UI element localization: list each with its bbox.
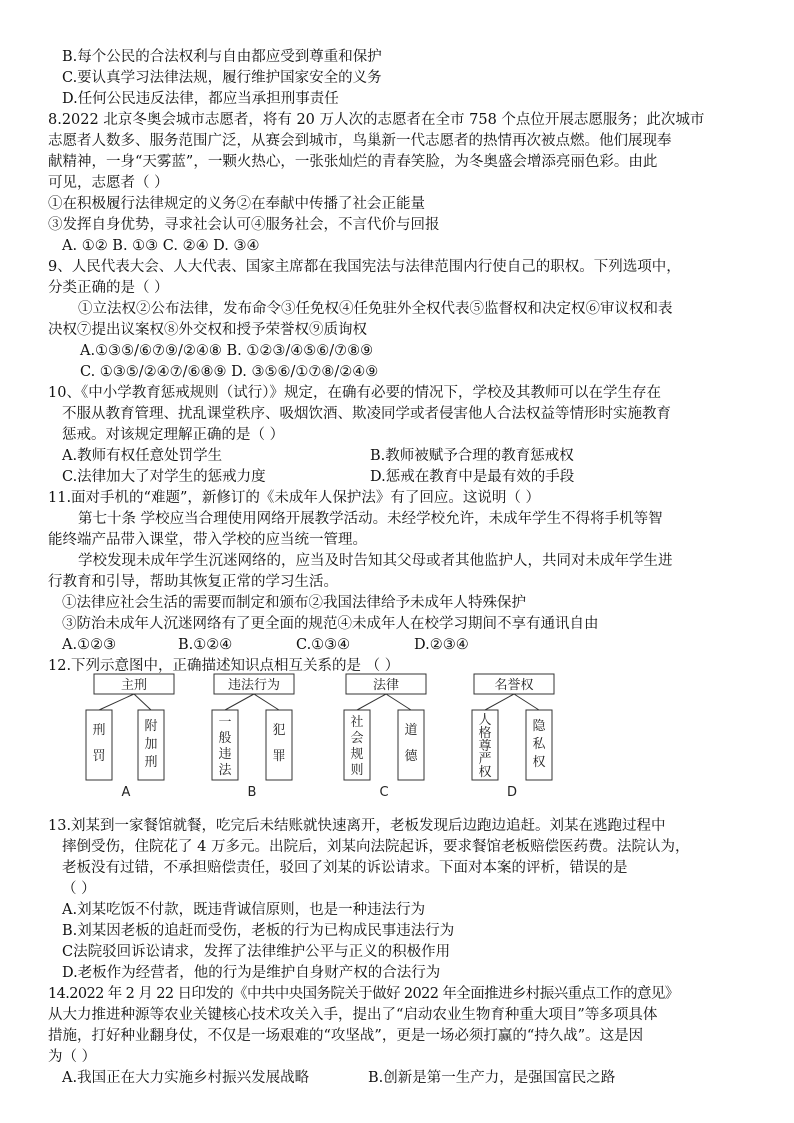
q11-law-text: 行教育和引导，帮助其恢复正常的学习生活。 — [48, 574, 338, 590]
q11-law-text: 能终端产品带入课堂，带入学校的应当统一管理。 — [48, 532, 367, 548]
q11-stem: 11.面对手机的“难题”，新修订的《未成年人保护法》有了回应。这说明（ ） — [48, 490, 540, 506]
q13-option-a: A.刘某吃饭不付款，既违背诚信原则，也是一种违法行为 — [62, 902, 426, 918]
q10-option-c: C.法律加大了对学生的惩戒力度 — [62, 469, 266, 485]
q14-stem-line: 14.2022 年 2 月 22 日印发的《中共中央国务院关于做好 2022 年全面推进乡村振兴重点工作的意见》 — [48, 986, 679, 1002]
q13-stem-line: （ ） — [62, 881, 96, 897]
q8-statements: ①在积极履行法律规定的义务②在奉献中传播了社会正能量 — [48, 196, 425, 212]
q11-option-c: C.①③④ — [296, 637, 351, 653]
diagram-d-left: 严 — [478, 752, 492, 767]
diagram-d-right: 权 — [532, 755, 546, 770]
diagram-c-top: 法律 — [372, 678, 400, 693]
q9-options-ab: A.①③⑤/⑥⑦⑨/②④⑧ B. ①②③/④⑤⑥/⑦⑧⑨ — [80, 343, 374, 359]
diagram-c-label: C — [379, 785, 389, 800]
diagram-a-right: 刑 — [144, 755, 158, 770]
q8-stem-line: 志愿者人数多、服务范围广泛，从赛会到城市，鸟巢新一代志愿者的热情再次被点燃。他们展现奉 — [48, 133, 672, 149]
diagram-c-right: 德 — [404, 749, 418, 764]
diagram-a-label: A — [121, 785, 131, 800]
diagram-a-left: 刑 — [92, 723, 106, 738]
diagram-b-left: 违 — [218, 747, 232, 762]
diagram-b-left: 般 — [218, 731, 232, 746]
q11-law-text: 第七十条 学校应当合理使用网络开展教学活动。未经学校允许，未成年学生不得将手机等智 — [78, 511, 663, 527]
q14-option-a: A.我国正在大力实施乡村振兴发展战略 — [62, 1070, 310, 1086]
diagram-b-right: 犯 — [272, 723, 286, 738]
diagram-d-left: 人 — [478, 713, 492, 728]
q10-stem-line: 10、《中小学教育惩戒规则（试行）》规定，在确有必要的情况下，学校及其教师可以在学生存在 — [48, 385, 661, 401]
diagram-c-left: 规 — [350, 747, 364, 762]
q13-option-b: B.刘某因老板的追赶而受伤，老板的行为已构成民事违法行为 — [62, 923, 455, 939]
q10-option-d: D.惩戒在教育中是最有效的手段 — [370, 469, 575, 485]
diagram-d-right: 私 — [532, 737, 546, 752]
q10-stem-line: 不服从教育管理、扰乱课堂秩序、吸烟饮酒、欺凌同学或者侵害他人合法权益等情形时实施教育 — [62, 406, 671, 422]
q14-stem-line: 为（ ） — [48, 1049, 97, 1065]
q11-option-d: D.②③④ — [414, 637, 469, 653]
q8-options: A. ①② B. ①③ C. ②④ D. ③④ — [62, 238, 260, 254]
q13-option-c: C法院驳回诉讼请求，发挥了法律维护公平与正义的积极作用 — [62, 944, 451, 960]
diagram-c-right: 道 — [404, 723, 418, 738]
q11-option-a: A.①②③ — [62, 637, 117, 653]
q9-stem-line: 9、人民代表大会、人大代表、国家主席都在我国宪法与法律范围内行使自己的职权。下列选项中， — [48, 259, 681, 275]
q9-options-cd: C. ①③⑤/②④⑦/⑥⑧⑨ D. ③⑤⑥/①⑦⑧/②④⑨ — [80, 364, 379, 380]
q14-stem-line: 从大力推进种源等农业关键核心技术攻关入手，提出了“启动农业生物育种重大项目”等多项具体 — [48, 1007, 658, 1023]
diagram-c-left: 会 — [350, 731, 364, 746]
diagram-d-left: 尊 — [478, 739, 492, 754]
diagram-c-left: 社 — [350, 715, 364, 730]
diagram-d-left: 权 — [478, 765, 492, 780]
q13-option-d: D.老板作为经营者，他的行为是维护自身财产权的合法行为 — [62, 965, 441, 981]
q12-diagram — [80, 672, 560, 802]
q11-statements: ③防治未成年人沉迷网络有了更全面的规范④未成年人在校学习期间不享有通讯自由 — [62, 616, 599, 632]
q10-option-a: A.教师有权任意处罚学生 — [62, 448, 223, 464]
q14-option-b: B.创新是第一生产力，是强国富民之路 — [368, 1070, 616, 1086]
diagram-a-top: 主刑 — [120, 678, 148, 693]
q7-option-d: D.任何公民违反法律，都应当承担刑事责任 — [62, 91, 339, 107]
q12-diagram-svg — [80, 672, 560, 802]
q14-stem-line: 措施，打好种业翻身仗，不仅是一场艰难的“攻坚战”，更是一场必须打赢的“持久战”。这是因 — [48, 1028, 644, 1044]
q12-stem: 12.下列示意图中，正确描述知识点相互关系的是 （ ） — [48, 658, 400, 674]
diagram-a-right: 附 — [144, 719, 158, 734]
q8-statements: ③发挥自身优势，寻求社会认可④服务社会，不言代价与回报 — [48, 217, 440, 233]
q9-items: ①立法权②公布法律，发布命令③任免权④任免驻外全权代表⑤监督权和决定权⑥审议权和表 — [78, 301, 673, 317]
diagram-d-top: 名誉权 — [494, 678, 534, 693]
q7-option-b: B.每个公民的合法权利与自由都应受到尊重和保护 — [62, 49, 382, 65]
diagram-a-right: 加 — [144, 737, 158, 752]
diagram-d-left: 格 — [478, 726, 492, 741]
q9-items: 决权⑦提出议案权⑧外交权和授予荣誉权⑨质询权 — [48, 322, 367, 338]
diagram-a-left: 罚 — [92, 749, 106, 764]
q10-option-b: B.教师被赋予合理的教育惩戒权 — [370, 448, 574, 464]
diagram-b-left: 法 — [218, 763, 232, 778]
diagram-b-top: 违法行为 — [227, 678, 281, 693]
q11-statements: ①法律应社会生活的需要而制定和颁布②我国法律给予未成年人特殊保护 — [62, 595, 526, 611]
q8-stem-line: 8.2022 北京冬奥会城市志愿者，将有 20 万人次的志愿者在全市 758 个点位开展志愿服务；此次城市 — [48, 112, 705, 128]
diagram-b-label: B — [247, 785, 257, 800]
diagram-b-right: 罪 — [272, 749, 286, 764]
q13-stem-line: 13.刘某到一家餐馆就餐，吃完后未结账就快速离开，老板发现后边跑边追赶。刘某在逃跑过程中 — [48, 818, 666, 834]
q8-stem-line: 可见，志愿者（ ） — [48, 175, 169, 191]
q7-option-c: C.要认真学习法律法规，履行维护国家安全的义务 — [62, 70, 382, 86]
q10-stem-line: 惩戒。对该规定理解正确的是（ ） — [62, 427, 285, 443]
q11-option-b: B.①②④ — [178, 637, 233, 653]
diagram-b-left: 一 — [218, 715, 232, 730]
q13-stem-line: 摔倒受伤，住院花了 4 万多元。出院后，刘某向法院起诉，要求餐馆老板赔偿医药费。法院认为， — [62, 839, 690, 855]
q9-stem-line: 分类正确的是（ ） — [48, 280, 169, 296]
q13-stem-line: 老板没有过错，不承担赔偿责任，驳回了刘某的诉讼请求。下面对本案的评析，错误的是 — [62, 860, 628, 876]
diagram-d-right: 隐 — [532, 719, 546, 734]
q8-stem-line: 献精神，一身“天雾蓝”，一颗火热心，一张张灿烂的青春笑脸，为冬奥盛会增添亮丽色彩。由此 — [48, 154, 658, 170]
diagram-c-left: 则 — [350, 763, 364, 778]
q11-law-text: 学校发现未成年学生沉迷网络的，应当及时告知其父母或者其他监护人，共同对未成年学生进 — [78, 553, 673, 569]
diagram-d-label: D — [506, 785, 518, 800]
